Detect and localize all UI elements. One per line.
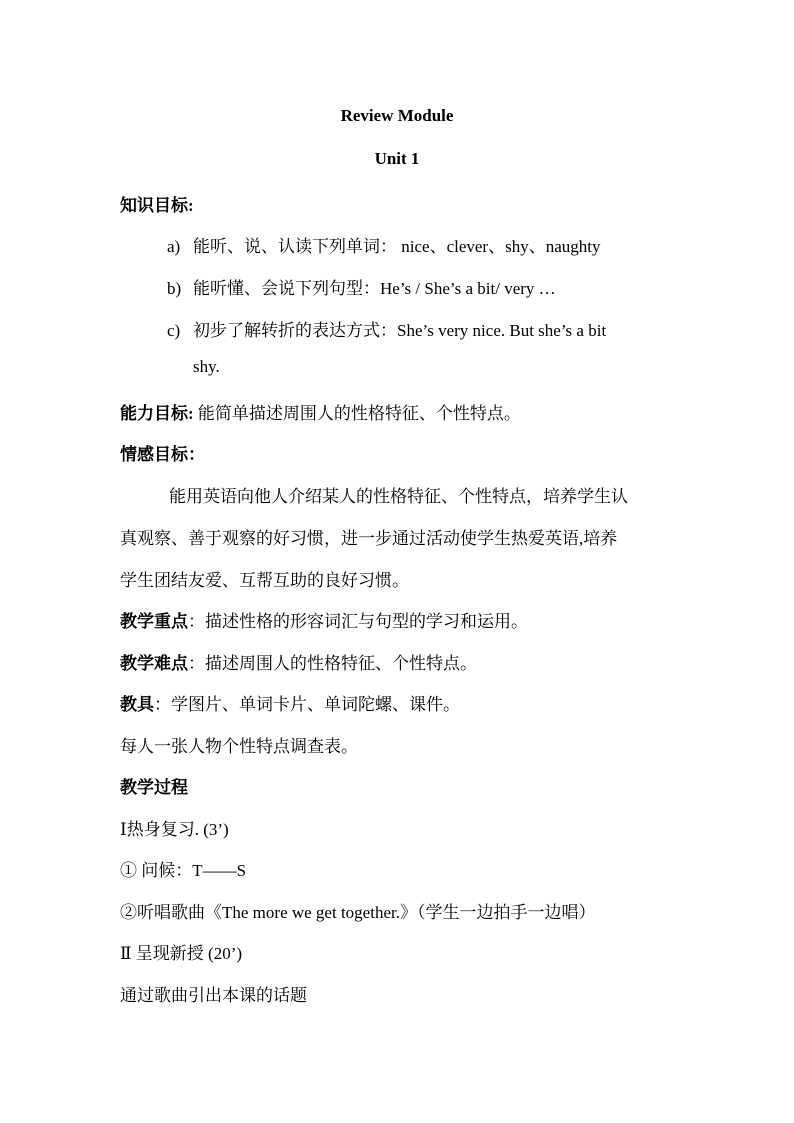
difficulty-heading: 教学难点	[120, 654, 188, 673]
knowledge-heading: 知识目标:	[120, 196, 194, 215]
tools-text: ：学图片、单词卡片、单词陀螺、课件。	[154, 695, 460, 714]
ability-heading: 能力目标:	[120, 404, 194, 423]
document-subtitle: Unit 1	[374, 149, 420, 168]
item-text: 初步了解转折的表达方式：She’s very nice. But she’s a bit	[193, 321, 607, 340]
item-mark: c)	[167, 321, 181, 340]
emotion-heading: 情感目标：	[120, 445, 205, 464]
knowledge-item-c-continuation: shy.	[193, 357, 220, 376]
difficulty-line	[120, 649, 477, 674]
process-line-1: Ⅰ热身复习. (3’)	[120, 820, 229, 839]
focus-heading: 教学重点	[120, 612, 188, 631]
tools-heading: 教具	[120, 695, 154, 714]
process-line-2: ① 问候：T——S	[120, 861, 247, 880]
item-mark: a)	[167, 237, 181, 256]
item-text: 能听懂、会说下列句型：He’s / She’s a bit/ very …	[193, 279, 556, 298]
emotion-line-3: 学生团结友爱、互帮互助的良好习惯。	[120, 571, 409, 590]
document-title: Review Module	[340, 106, 454, 125]
knowledge-item-c	[167, 316, 606, 341]
ability-line	[120, 399, 521, 424]
item-text: 能听、说、认读下列单词： nice、clever、shy、naughty	[193, 237, 601, 256]
knowledge-item-a	[167, 232, 600, 257]
focus-line	[120, 607, 528, 632]
emotion-line-2: 真观察、善于观察的好习惯，进一步通过活动使学生热爱英语,培养	[120, 529, 618, 548]
ability-text: 能简单描述周围人的性格特征、个性特点。	[193, 404, 521, 423]
focus-text: ：描述性格的形容词汇与句型的学习和运用。	[188, 612, 528, 631]
tools-line	[120, 690, 460, 715]
knowledge-item-b	[167, 274, 556, 299]
process-heading: 教学过程	[120, 778, 188, 797]
process-line-3: ②听唱歌曲《The more we get together.》（学生一边拍手一边唱）	[120, 903, 596, 922]
process-line-5: 通过歌曲引出本课的话题	[120, 986, 307, 1005]
tools-extra-line: 每人一张人物个性特点调查表。	[120, 737, 358, 756]
item-mark: b)	[167, 279, 182, 298]
emotion-line-1: 能用英语向他人介绍某人的性格特征、个性特点，培养学生认	[169, 487, 628, 506]
process-line-4: Ⅱ 呈现新授 (20’)	[120, 944, 243, 963]
difficulty-text: ：描述周围人的性格特征、个性特点。	[188, 654, 477, 673]
